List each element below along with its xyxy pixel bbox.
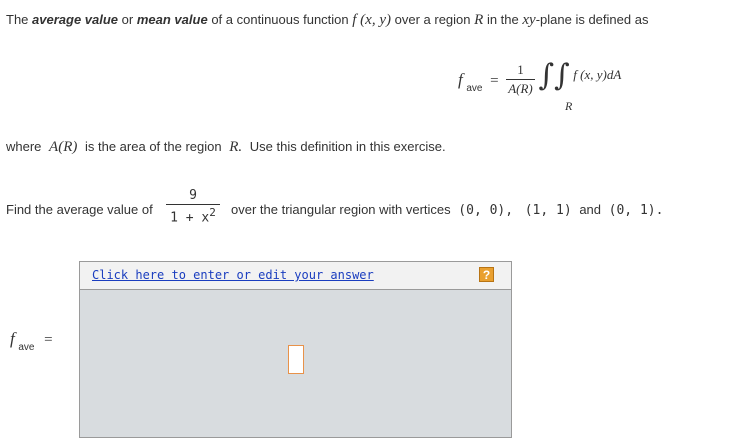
intro-plane: -plane is defined as	[535, 12, 649, 27]
where-line	[6, 139, 446, 156]
problem-denominator-wrap	[166, 206, 220, 225]
def-region: R	[565, 99, 573, 113]
def-integral: ∫∫	[538, 58, 570, 93]
intro-R: R	[474, 12, 484, 28]
where-use-def: Use this definition in this exercise.	[249, 139, 446, 154]
problem-fraction	[166, 188, 220, 225]
intro-the: The	[6, 12, 29, 27]
term-average-value: average value	[32, 12, 119, 27]
intro-line	[6, 12, 648, 29]
intro-continuous: of a continuous function	[211, 12, 349, 27]
def-fraction	[506, 62, 535, 97]
problem-line	[6, 202, 153, 217]
answer-panel[interactable]	[79, 261, 512, 438]
problem-vertex-2: (1, 1)	[524, 203, 572, 218]
where-text: where	[6, 139, 42, 154]
intro-xy: xy	[522, 12, 536, 28]
def-ave: ave	[466, 83, 483, 94]
problem-find: Find the average value of	[6, 202, 153, 217]
answer-f: f	[10, 329, 15, 348]
answer-panel-header	[80, 262, 511, 290]
def-integrand: f (x, y)dA	[573, 67, 622, 82]
def-numerator: 1	[517, 62, 524, 78]
definition-formula	[458, 58, 621, 99]
where-is-area: is the area of the region	[85, 139, 222, 154]
def-f: f	[458, 70, 463, 89]
def-denominator: A(R)	[508, 81, 533, 97]
intro-fxy: f (x, y)	[352, 12, 391, 28]
problem-numerator: 9	[189, 188, 197, 203]
problem-over: over the triangular region with vertices	[231, 202, 451, 217]
help-icon[interactable]: ?	[479, 267, 494, 282]
intro-in-the: in the	[486, 12, 519, 27]
term-mean-value: mean value	[136, 12, 208, 27]
answer-input-box[interactable]	[288, 345, 304, 374]
intro-over-region: over a region	[394, 12, 471, 27]
where-R: R.	[229, 139, 243, 155]
where-AR: A(R)	[49, 139, 78, 155]
problem-vertex-3: (0, 1).	[608, 203, 664, 218]
answer-equals: =	[44, 332, 53, 348]
enter-answer-link[interactable]: Click here to enter or edit your answer	[92, 268, 374, 282]
intro-or: or	[121, 12, 134, 27]
answer-label	[10, 329, 53, 353]
problem-vertex-1: (0, 0),	[458, 203, 514, 218]
problem-exponent: 2	[209, 206, 216, 219]
problem-and: and	[579, 202, 602, 217]
answer-ave: ave	[18, 342, 35, 353]
problem-denominator: 1 + x	[170, 210, 210, 226]
def-equals: =	[490, 73, 499, 89]
problem-rest	[231, 202, 667, 218]
